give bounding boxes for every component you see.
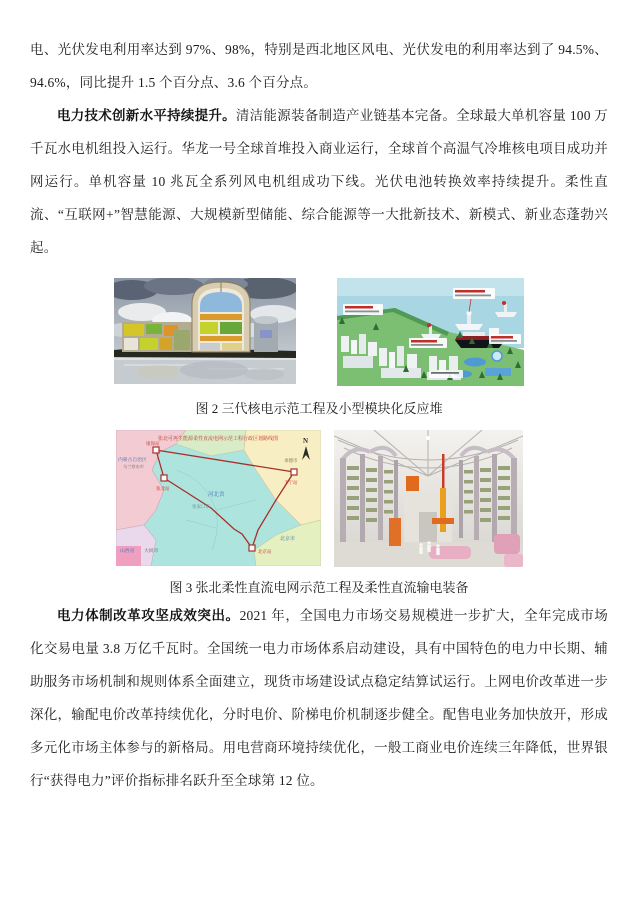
hall-door xyxy=(419,512,437,542)
paragraph-text: 电、光伏发电利用率达到 97%、98%，特别是西北地区风电、光伏发电的利用率达到了 94.5%、94.6%，同比提升 1.5 个百分点、3.6 个百分点。 xyxy=(30,42,608,90)
paragraph-bold-lead: 电力体制改革攻坚成效突出。 xyxy=(57,608,240,623)
paragraph-text: 清洁能源装备制造产业链基本完备。全球最大单机容量 100 万千瓦水电机组投入运行。华龙一号全球首堆投入商业运行，全球首个高温气冷堆核电项目成功并网运行。单机容量 10 兆瓦全系列风电机组成功下线。光伏电池转换效率持续提升。柔性直流、“互联网+”智慧能源、大规模新型储能、综合能源等一大批新技术、新模式、新业态蓬勃兴起。 xyxy=(30,108,608,255)
map-station-kangbao: 康保站 xyxy=(145,441,159,446)
sky xyxy=(337,278,524,298)
map-label-inner-mongolia: 内蒙古自治区 xyxy=(117,458,147,463)
map-label-shanxi: 山西省 xyxy=(119,549,134,554)
figure2-caption: 图 2 三代核电示范工程及小型模块化反应堆 xyxy=(195,401,443,416)
figure-row-nuclear xyxy=(30,278,608,386)
figure3-caption: 图 3 张北柔性直流电网示范工程及柔性直流输电装备 xyxy=(169,580,469,595)
map-station-beijing: 北京站 xyxy=(257,549,271,554)
map-label-beijing: 北京市 xyxy=(279,537,295,542)
converter-valve-hall-photo xyxy=(334,430,523,567)
map-label-zhangjiakou: 张家口市 xyxy=(191,504,210,509)
paragraph-bold-lead: 电力技术创新水平持续提升。 xyxy=(57,108,236,123)
paragraph-technology-innovation xyxy=(30,99,608,264)
paragraph-system-reform xyxy=(30,599,608,797)
map-label-hebei: 河北省 xyxy=(207,492,225,498)
nuclear-plant-cutaway-photo xyxy=(114,278,296,384)
map-label-chengde: 承德市 xyxy=(283,458,297,463)
zhangbei-dc-grid-map xyxy=(116,430,321,566)
svg-text:N: N xyxy=(302,437,308,445)
storage-tank xyxy=(254,316,278,352)
map-label-wulanchabu: 乌兰察布市 xyxy=(122,464,144,469)
figure-row-dc-grid xyxy=(30,430,608,567)
map-label-datong: 大同市 xyxy=(143,549,158,554)
smr-applications-illustration xyxy=(337,278,524,386)
ceiling-light xyxy=(426,436,430,440)
water-reflection xyxy=(114,356,296,384)
auxiliary-buildings-cutaway xyxy=(122,322,192,352)
map-station-fengning: 丰宁站 xyxy=(283,480,297,485)
paragraph-text: 2021 年，全国电力市场交易规模进一步扩大，全年完成市场化交易电量 3.8 万亿千瓦时。全国统一电力市场体系启动建设，具有中国特色的电力中长期、辅助服务市场机制和规则体系全面建立，现货市场建设试点稳定结算试运行。上网电价改革进一步深化，输配电价改革持续优化，分时电价、阶梯电价机制逐步健全。配售电业务加快放开，形成多元化市场主体参与的新格局。用电营商环境持续优化，一般工商业电价连续三年降低，世界银行“获得电力”评价指标排名跃升至全球第 12 位。 xyxy=(30,608,608,788)
paragraph-utilization-rates xyxy=(30,33,608,99)
map-station-zhangbei: 张北站 xyxy=(155,486,169,491)
containment-building-cutaway xyxy=(192,282,250,352)
map-title: 张北可再生能源柔性直流电网示范工程行政区划路线图 xyxy=(157,437,278,442)
